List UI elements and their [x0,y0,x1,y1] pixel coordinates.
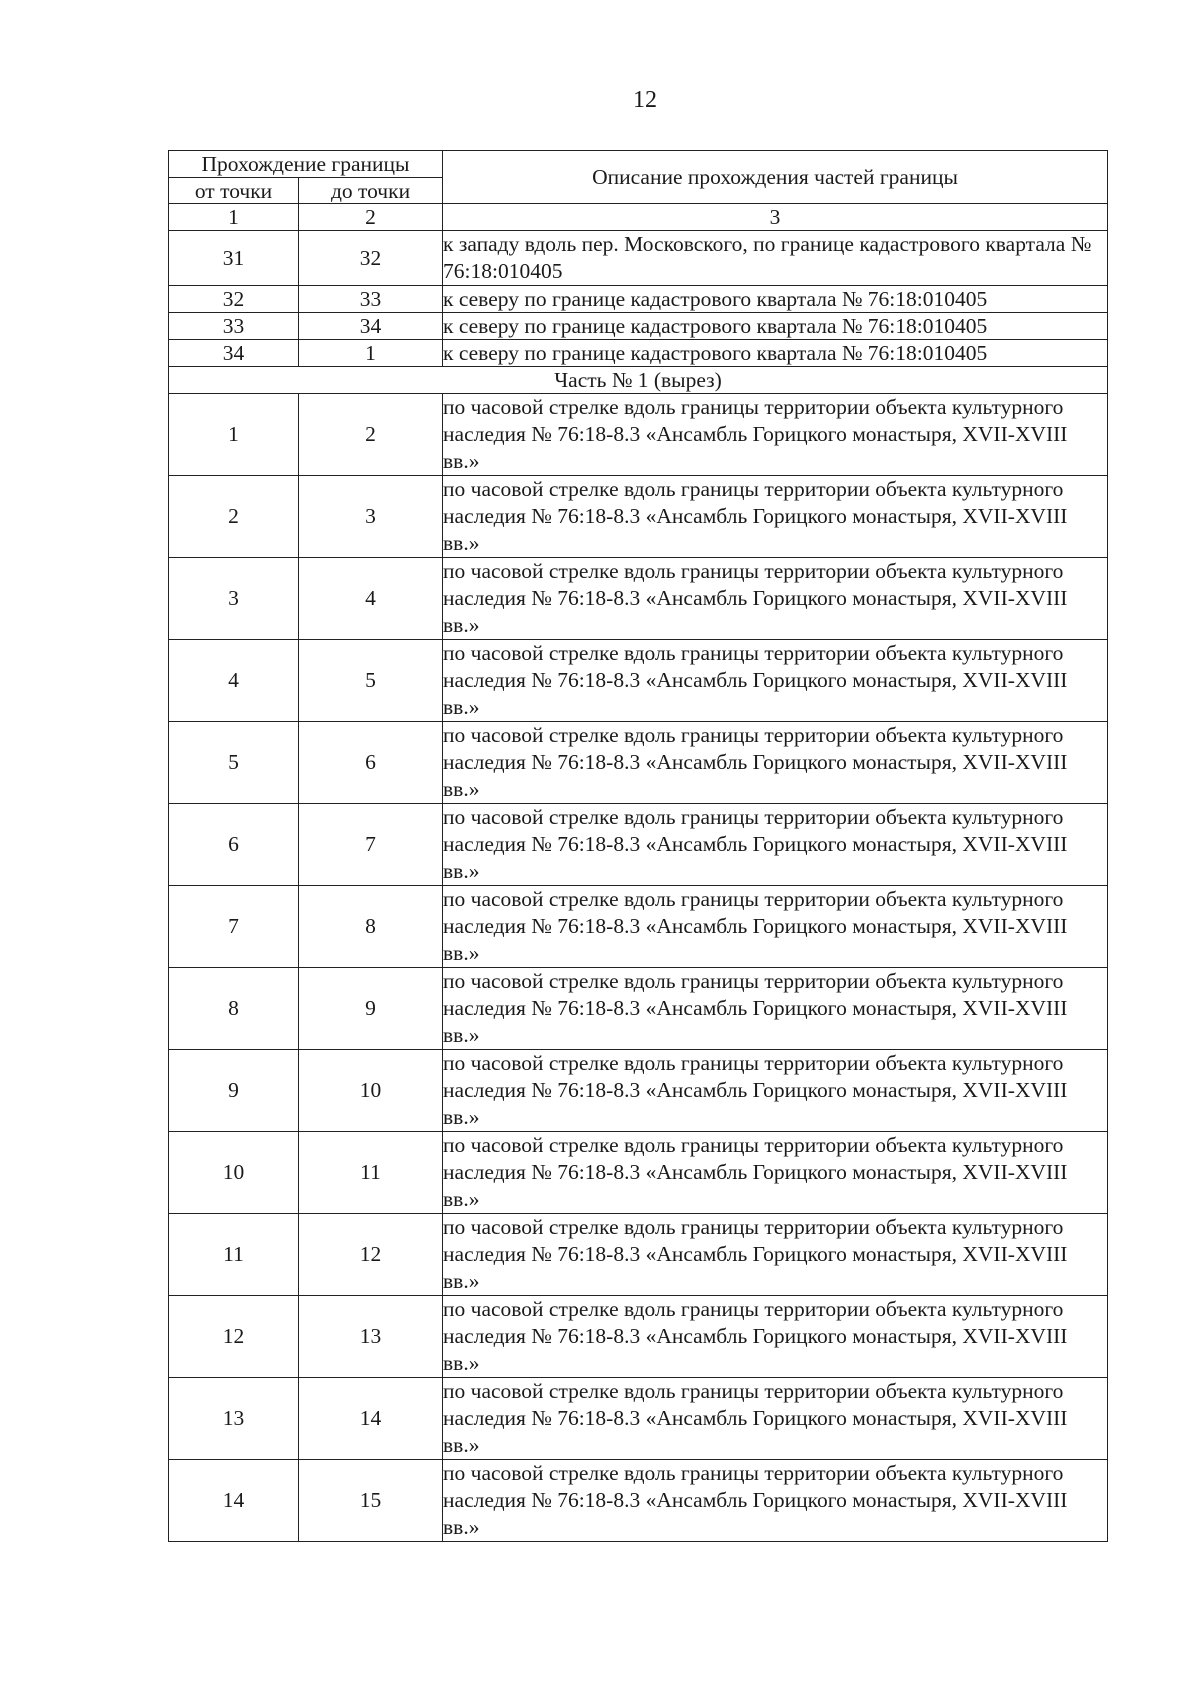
to-point-cell: 33 [299,286,443,313]
to-point-cell: 6 [299,722,443,804]
from-point-cell: 7 [169,886,299,968]
from-point-cell: 8 [169,968,299,1050]
description-cell: по часовой стрелке вдоль границы территории объекта культурного наследия № 76:18-8.3 «Ансамбль Горицкого монастыря, XVII-XVIII вв.» [443,886,1108,968]
from-point-cell: 14 [169,1460,299,1542]
to-point-cell: 32 [299,231,443,286]
part-heading: Часть № 1 (вырез) [169,367,1108,394]
description-cell: к западу вдоль пер. Московского, по границе кадастрового квартала № 76:18:010405 [443,231,1108,286]
from-point-cell: 34 [169,340,299,367]
table-row [169,640,1108,722]
to-point-cell: 14 [299,1378,443,1460]
from-point-cell: 5 [169,722,299,804]
from-point-cell: 2 [169,476,299,558]
from-point-cell: 13 [169,1378,299,1460]
description-cell: по часовой стрелке вдоль границы территории объекта культурного наследия № 76:18-8.3 «Ансамбль Горицкого монастыря, XVII-XVIII вв.» [443,968,1108,1050]
table-row [169,804,1108,886]
header-description: Описание прохождения частей границы [443,151,1108,204]
description-cell: по часовой стрелке вдоль границы территории объекта культурного наследия № 76:18-8.3 «Ансамбль Горицкого монастыря, XVII-XVIII вв.» [443,1378,1108,1460]
header-column-numbers [169,204,1108,231]
table-row [169,558,1108,640]
description-cell: по часовой стрелке вдоль границы территории объекта культурного наследия № 76:18-8.3 «Ансамбль Горицкого монастыря, XVII-XVIII вв.» [443,722,1108,804]
table-row [169,1050,1108,1132]
to-point-cell: 13 [299,1296,443,1378]
description-cell: по часовой стрелке вдоль границы территории объекта культурного наследия № 76:18-8.3 «Ансамбль Горицкого монастыря, XVII-XVIII вв.» [443,1132,1108,1214]
description-cell: к северу по границе кадастрового квартала № 76:18:010405 [443,286,1108,313]
header-row [169,151,1108,178]
to-point-cell: 11 [299,1132,443,1214]
description-cell: к северу по границе кадастрового квартала № 76:18:010405 [443,340,1108,367]
boundary-table-body [169,151,1108,1542]
description-cell: по часовой стрелке вдоль границы территории объекта культурного наследия № 76:18-8.3 «Ансамбль Горицкого монастыря, XVII-XVIII вв.» [443,476,1108,558]
header-from-point: от точки [169,178,299,204]
description-cell: к северу по границе кадастрового квартала № 76:18:010405 [443,313,1108,340]
header-to-point: до точки [299,178,443,204]
table-row [169,394,1108,476]
from-point-cell: 32 [169,286,299,313]
description-cell: по часовой стрелке вдоль границы территории объекта культурного наследия № 76:18-8.3 «Ансамбль Горицкого монастыря, XVII-XVIII вв.» [443,1296,1108,1378]
table-row [169,1460,1108,1542]
to-point-cell: 8 [299,886,443,968]
from-point-cell: 3 [169,558,299,640]
table-row [169,886,1108,968]
from-point-cell: 9 [169,1050,299,1132]
table-row [169,1132,1108,1214]
boundary-table [168,150,1108,1542]
table-row [169,476,1108,558]
from-point-cell: 31 [169,231,299,286]
from-point-cell: 12 [169,1296,299,1378]
to-point-cell: 34 [299,313,443,340]
column-number: 2 [299,204,443,231]
description-cell: по часовой стрелке вдоль границы территории объекта культурного наследия № 76:18-8.3 «Ансамбль Горицкого монастыря, XVII-XVIII вв.» [443,558,1108,640]
table-row [169,1378,1108,1460]
table-row [169,1214,1108,1296]
description-cell: по часовой стрелке вдоль границы территории объекта культурного наследия № 76:18-8.3 «Ансамбль Горицкого монастыря, XVII-XVIII вв.» [443,1050,1108,1132]
column-number: 1 [169,204,299,231]
to-point-cell: 3 [299,476,443,558]
description-cell: по часовой стрелке вдоль границы территории объекта культурного наследия № 76:18-8.3 «Ансамбль Горицкого монастыря, XVII-XVIII вв.» [443,640,1108,722]
table-row [169,231,1108,286]
part-heading-row [169,367,1108,394]
column-number: 3 [443,204,1108,231]
from-point-cell: 1 [169,394,299,476]
to-point-cell: 15 [299,1460,443,1542]
to-point-cell: 1 [299,340,443,367]
description-cell: по часовой стрелке вдоль границы территории объекта культурного наследия № 76:18-8.3 «Ансамбль Горицкого монастыря, XVII-XVIII вв.» [443,1214,1108,1296]
table-row [169,313,1108,340]
header-passage: Прохождение границы [169,151,443,178]
to-point-cell: 10 [299,1050,443,1132]
description-cell: по часовой стрелке вдоль границы территории объекта культурного наследия № 76:18-8.3 «Ансамбль Горицкого монастыря, XVII-XVIII вв.» [443,394,1108,476]
to-point-cell: 12 [299,1214,443,1296]
table-row [169,968,1108,1050]
page-number: 12 [633,87,657,113]
to-point-cell: 5 [299,640,443,722]
table-row [169,722,1108,804]
table-row [169,340,1108,367]
description-cell: по часовой стрелке вдоль границы территории объекта культурного наследия № 76:18-8.3 «Ансамбль Горицкого монастыря, XVII-XVIII вв.» [443,1460,1108,1542]
from-point-cell: 4 [169,640,299,722]
table-row [169,286,1108,313]
from-point-cell: 10 [169,1132,299,1214]
from-point-cell: 6 [169,804,299,886]
to-point-cell: 9 [299,968,443,1050]
to-point-cell: 4 [299,558,443,640]
from-point-cell: 33 [169,313,299,340]
table-row [169,1296,1108,1378]
from-point-cell: 11 [169,1214,299,1296]
to-point-cell: 2 [299,394,443,476]
to-point-cell: 7 [299,804,443,886]
description-cell: по часовой стрелке вдоль границы территории объекта культурного наследия № 76:18-8.3 «Ансамбль Горицкого монастыря, XVII-XVIII вв.» [443,804,1108,886]
